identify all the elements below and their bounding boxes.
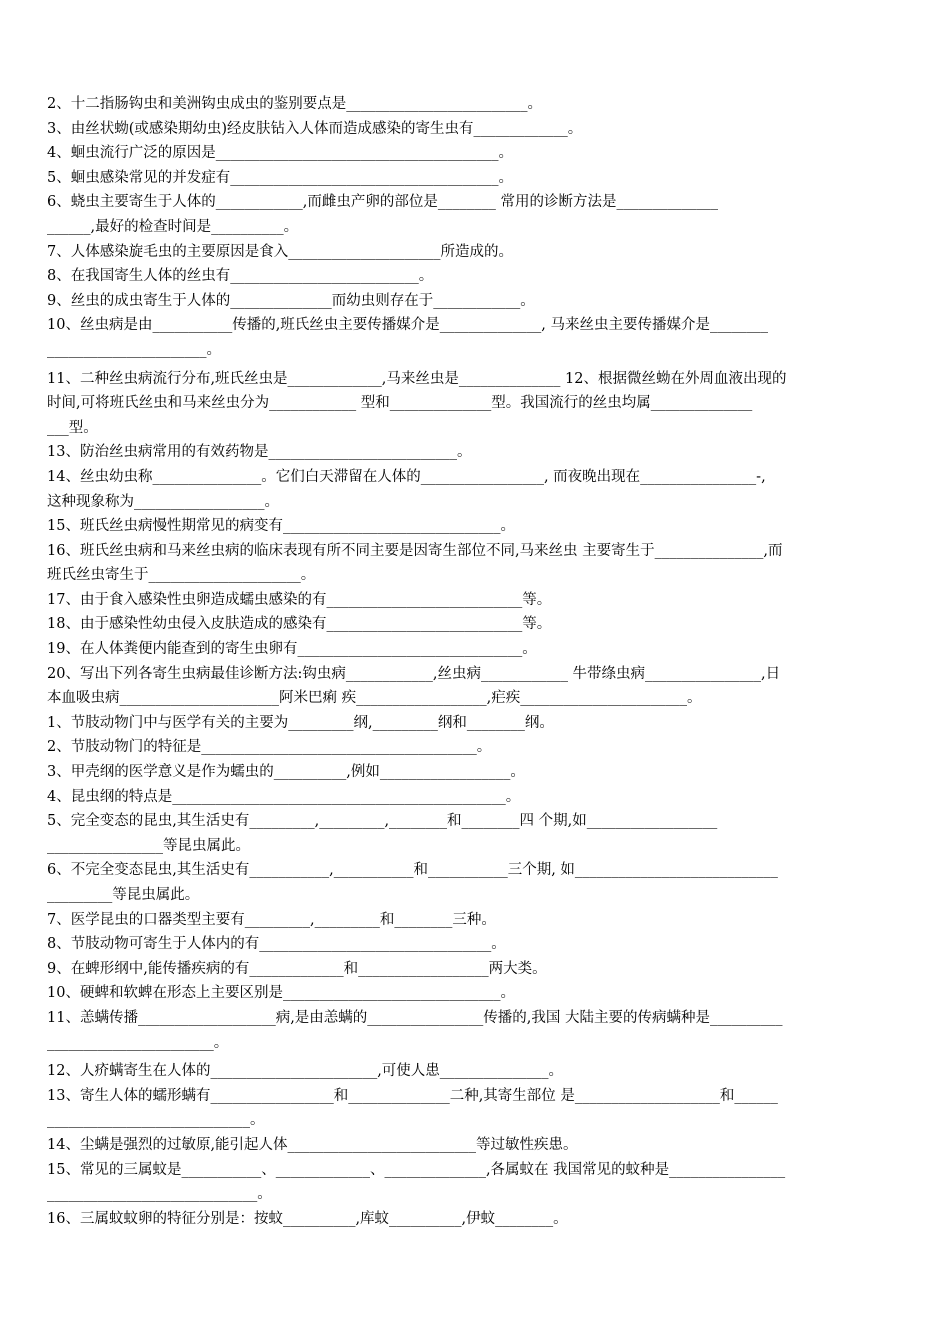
text-line: 7、人体感染旋毛虫的主要原因是食入_____________________所造成的。: [47, 243, 513, 260]
text-line: 17、由于食入感染性虫卵造成蠕虫感染的有___________________________等。: [47, 591, 552, 608]
text-line: 20、写出下列各寄生虫病最佳诊断方法:钩虫病____________,丝虫病____________ 牛带绦虫病________________,日: [47, 665, 781, 682]
text-line: 14、丝虫幼虫称_______________。它们白天滞留在人体的_________________, 而夜晚出现在________________-,: [47, 468, 766, 485]
text-line: 19、在人体粪便内能查到的寄生虫卵有_______________________________。: [47, 641, 537, 658]
text-line: 3、甲壳纲的医学意义是作为蠕虫的__________,例如__________________。: [47, 764, 525, 781]
text-line: 8、节肢动物可寄生于人体内的有________________________________。: [47, 936, 506, 953]
text-line: 2、节肢动物门的特征是______________________________________。: [47, 739, 492, 756]
text-line: 3、由丝状蚴(或感染期幼虫)经皮肤钻入人体而造成感染的寄生虫有_____________。: [47, 120, 583, 137]
text-line: 9、丝虫的成虫寄生于人体的______________而幼虫则存在于____________。: [47, 292, 535, 309]
text-line: _____________________________。: [47, 1186, 272, 1203]
text-line: 10、丝虫病是由___________传播的,班氏丝虫主要传播媒介是______________, 马来丝虫主要传播媒介是________: [47, 317, 769, 334]
text-line: 13、防治丝虫病常用的有效药物是__________________________。: [47, 444, 472, 461]
text-line: _______________________。: [47, 1034, 229, 1051]
text-line: 11、二种丝虫病流行分布,班氏丝虫是_____________,马来丝虫是______________ 12、根据微丝蚴在外周血液出现的: [47, 370, 787, 387]
text-line: 这种现象称为__________________。: [47, 493, 279, 510]
text-line: 6、蛲虫主要寄生于人体的____________,而雌虫产卵的部位是________ 常用的诊断方法是______________: [47, 194, 718, 211]
text-line: 5、蛔虫感染常见的并发症有_____________________________________。: [47, 169, 513, 186]
text-line: 10、硬蜱和软蜱在形态上主要区别是______________________________。: [47, 985, 515, 1002]
text-line: 本血吸虫病______________________阿米巴痢 疾__________________,疟疾_______________________。: [47, 690, 702, 707]
text-line: 4、蛔虫流行广泛的原因是_______________________________________。: [47, 145, 513, 162]
text-line: 2、十二指肠钩虫和美洲钩虫成虫的鉴别要点是_________________________。: [47, 96, 542, 112]
text-line: ________________等昆虫属此。: [47, 837, 250, 854]
text-line: 5、完全变态的昆虫,其生活史有_________,_________,________和________四 个期,如__________________: [47, 813, 718, 830]
text-line: _________等昆虫属此。: [47, 887, 200, 903]
text-line: 15、班氏丝虫病慢性期常见的病变有______________________________。: [47, 518, 515, 535]
text-line: 4、昆虫纲的特点是______________________________________________。: [47, 788, 521, 805]
text-line: 11、恙螨传播___________________病,是由恙螨的________________传播的,我国 大陆主要的传病螨种是__________: [47, 1009, 783, 1026]
text-line: 18、由于感染性幼虫侵入皮肤造成的感染有___________________________等。: [47, 616, 552, 633]
text-line: 16、三属蚊蚊卵的特征分别是：按蚊__________,库蚊__________,伊蚊________。: [47, 1210, 568, 1227]
text-line: 12、人疥螨寄生在人体的_______________________,可使人患_______________。: [47, 1063, 564, 1080]
text-line: ______________________。: [47, 341, 221, 358]
text-line: 时间,可将班氏丝虫和马来丝虫分为____________ 型和______________型。我国流行的丝虫均属______________: [47, 395, 753, 412]
text-line: 1、节肢动物门中与医学有关的主要为_________纲,_________纲和________纲。: [47, 714, 554, 731]
text-line: ____________________________。: [47, 1112, 265, 1129]
text-line: 7、医学昆虫的口器类型主要有_________,_________和________三种。: [47, 911, 496, 928]
text-line: 13、寄生人体的蠕形螨有_________________和______________二种,其寄生部位 是____________________和______: [47, 1087, 778, 1104]
text-line: 8、在我国寄生人体的丝虫有__________________________。: [47, 268, 434, 285]
text-line: ______,最好的检查时间是__________。: [47, 218, 299, 235]
text-line: 班氏丝虫寄生于_____________________。: [47, 567, 316, 584]
text-line: 14、尘螨是强烈的过敏原,能引起人体__________________________等过敏性疾患。: [47, 1136, 578, 1153]
text-line: 6、不完全变态昆虫,其生活史有___________,___________和___________三个期, 如____________________________: [47, 862, 778, 879]
text-line: 15、常见的三属蚊是___________、_____________、______________,各属蚊在 我国常见的蚊种是________________: [47, 1161, 786, 1178]
text-line: ___型。: [47, 419, 98, 436]
worksheet-lines: [47, 92, 907, 1231]
text-line: 16、班氏丝虫病和马来丝虫病的临床表现有所不同主要是因寄生部位不同,马来丝虫 主要寄生于_______________,而: [47, 542, 783, 559]
text-line: 9、在蜱形纲中,能传播疾病的有_____________和__________________两大类。: [47, 960, 547, 977]
